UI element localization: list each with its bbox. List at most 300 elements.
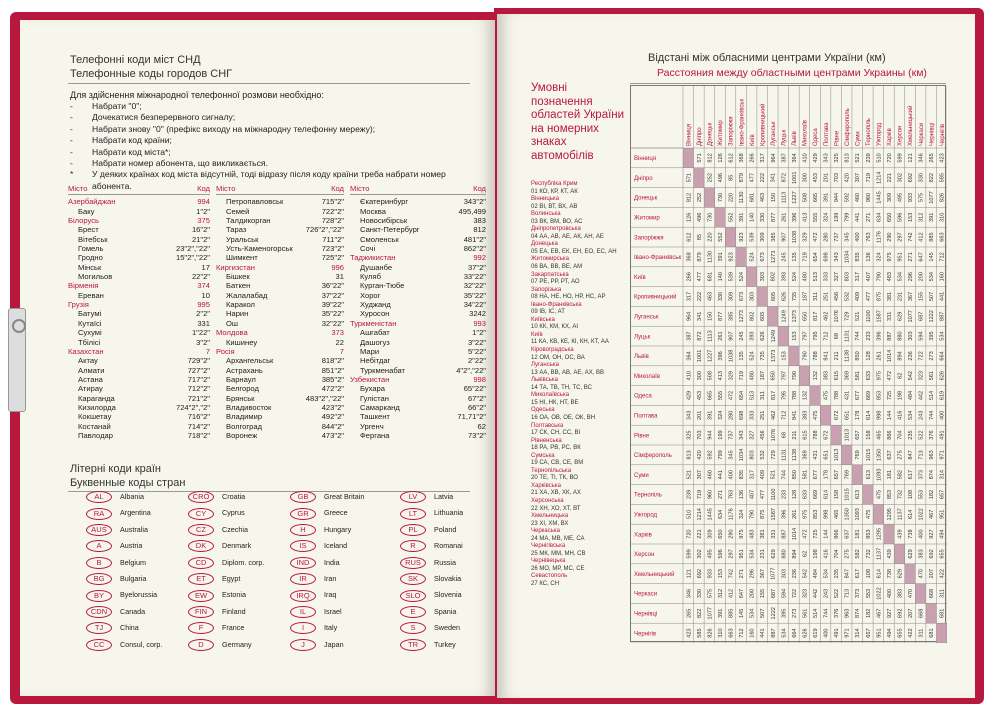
distance-value: 894 (897, 351, 904, 361)
distance-value: 121 (908, 153, 915, 163)
distance-value: 251 (823, 291, 830, 302)
distance-value: 704 (834, 549, 841, 559)
country-code-oval: ET (188, 573, 214, 585)
distance-value: 1038 (791, 230, 798, 244)
country-code-oval: TJ (86, 622, 112, 634)
city-name: Семей (226, 206, 250, 216)
distance-value: 273 (791, 608, 798, 618)
row-city-label: Миколаїв (634, 373, 660, 380)
distance-value: 744 (929, 410, 936, 420)
distance-value: 453 (696, 390, 703, 401)
dial-code: 862"2" (463, 244, 486, 254)
distance-value: 324 (717, 410, 724, 420)
distance-value: 633 (802, 489, 809, 500)
country-name: Slovakia (434, 574, 462, 584)
distance-value: 239 (865, 153, 872, 163)
distance-value: 617 (855, 569, 862, 579)
distance-value: 317 (686, 291, 693, 302)
dial-code: 375 (197, 216, 210, 226)
city-name: Ашгабат (360, 328, 390, 338)
row-city-label: Дніпро (634, 175, 653, 182)
distance-value: 341 (770, 173, 777, 183)
distance-value: 199 (834, 212, 841, 222)
dial-code: 721"2" (187, 393, 210, 403)
distance-value: 681 (749, 192, 756, 203)
distance-value: 391 (707, 410, 714, 420)
city-row (350, 347, 486, 356)
distance-value: 835 (739, 470, 746, 480)
distance-value: 657 (834, 470, 841, 480)
city-row (68, 394, 210, 403)
city-name: Кокшетау (78, 412, 112, 422)
dial-code: 36"22" (321, 281, 344, 291)
distance-value: 521 (855, 311, 862, 321)
distance-value: 729 (770, 450, 777, 460)
distance-value: 1130 (707, 250, 714, 263)
distance-value: 633 (865, 371, 872, 381)
distance-value: 1034 (739, 448, 746, 462)
distance-value: 385 (728, 311, 735, 321)
distance-value: 391 (717, 252, 724, 262)
diagonal-cell (873, 504, 884, 524)
distance-value: 144 (886, 410, 893, 420)
distance-value: 345 (728, 450, 735, 460)
country-name: Israel (324, 606, 342, 616)
dial-code: 37"22" (321, 290, 344, 300)
distance-value: 575 (707, 588, 714, 599)
distance-value: 410 (802, 153, 809, 163)
distance-value: 261 (876, 351, 883, 361)
distance-value: 614 (865, 410, 872, 420)
distance-value: 521 (855, 153, 862, 163)
column-city-label: Дніпро (697, 127, 704, 146)
distance-matrix-grid (631, 86, 947, 643)
distance-value: 1295 (876, 527, 883, 541)
distance-value: 396 (876, 331, 883, 341)
diagonal-cell (694, 168, 705, 188)
dial-code: 21"2" (191, 234, 210, 244)
country-code-oval: SLO (400, 590, 426, 602)
letter-code-item (86, 538, 162, 554)
legend-codes: 21 ХА, ХВ, ХК, АХ (531, 490, 581, 497)
country-code-oval: D (188, 639, 214, 651)
distance-value: 470 (918, 569, 925, 579)
distance-value: 245 (781, 252, 788, 262)
legend-region: Дніпропетровська (531, 226, 581, 233)
country-code-oval: FIN (188, 606, 214, 618)
distance-value: 275 (897, 450, 904, 460)
country-code-oval: GB (290, 491, 316, 503)
dial-code: 723"2" (321, 244, 344, 254)
distance-value: 153 (791, 331, 798, 341)
distance-value: 963 (929, 450, 936, 460)
diagonal-cell (926, 603, 937, 623)
city-row (216, 319, 344, 328)
country-name: Turkey (434, 639, 456, 649)
distance-value: 393 (781, 272, 788, 282)
city-row (350, 412, 486, 421)
city-row (68, 244, 210, 253)
distance-value: 307 (855, 173, 862, 183)
dial-code: 373 (331, 328, 344, 338)
letter-code-item (188, 489, 264, 505)
distance-value: 442 (813, 588, 819, 599)
distance-value: 522 (834, 588, 841, 599)
distance-value: 239 (686, 489, 693, 500)
distance-value: 555 (717, 390, 724, 401)
distance-value: 542 (802, 569, 809, 579)
city-row (350, 300, 486, 309)
distance-value: 453 (813, 173, 819, 183)
distance-value: 561 (802, 608, 809, 618)
distance-value: 261 (717, 331, 724, 341)
distance-value: 539 (728, 272, 735, 282)
distance-value: 698 (739, 410, 746, 420)
distance-value: 381 (886, 291, 893, 302)
dial-code: 35"22" (321, 309, 344, 319)
distance-value: 817 (770, 390, 777, 401)
dial-code: 10 (201, 290, 210, 300)
distance-value: 975 (739, 529, 746, 539)
dial-code: 62 (477, 421, 486, 431)
distance-value: 735 (760, 351, 767, 361)
column-city-label: Луганськ (770, 121, 777, 146)
country-name: India (324, 557, 340, 567)
dial-code: 34"22" (463, 300, 486, 310)
distance-value: 722 (918, 351, 925, 361)
letter-code-item (400, 620, 463, 636)
country-name: Croatia (222, 492, 246, 501)
dial-code: 726"2","22" (305, 225, 344, 235)
distance-value: 514 (813, 608, 819, 618)
city-row (216, 207, 344, 216)
country-code-oval: RA (86, 508, 112, 520)
dial-code: 994 (197, 197, 210, 207)
city-name: Баку (78, 206, 95, 216)
distance-value: 383 (897, 588, 904, 599)
column-city-label: Хмельницький (908, 105, 915, 146)
distance-value: 297 (728, 549, 735, 559)
legend-region: Херсонська (531, 497, 564, 504)
distance-value: 874 (855, 608, 862, 618)
distance-value: 325 (834, 153, 841, 163)
distance-value: 150 (770, 192, 777, 203)
city-row (68, 403, 210, 412)
country-code-oval: TR (400, 639, 426, 651)
distance-value: 617 (908, 470, 915, 480)
distance-value: 311 (918, 628, 925, 638)
distance-value: 311 (939, 589, 946, 598)
distance-value: 309 (707, 529, 714, 539)
legend-region: Луганська (531, 362, 559, 369)
letter-code-item (86, 604, 162, 620)
country-code-oval: I (290, 622, 316, 634)
row-city-label: Сімферополь (634, 453, 672, 460)
distance-value: 692 (897, 608, 904, 618)
distance-value: 812 (707, 153, 714, 163)
diagonal-cell (915, 584, 926, 604)
distance-value: 637 (844, 529, 851, 539)
country-code-oval: AUS (86, 524, 112, 536)
row-city-label: Одеса (634, 393, 652, 400)
distance-value: 1015 (844, 488, 851, 501)
distance-value: 681 (939, 608, 946, 618)
distance-value: 1131 (844, 330, 851, 343)
city-row (350, 309, 486, 318)
legend-codes: 18 РА, РВ, РС, ВК (531, 445, 581, 452)
legend-region: Закарпатська (531, 271, 569, 278)
column-header-code: Код (473, 184, 486, 193)
country-code-oval: IL (290, 606, 316, 618)
dial-code: 17 (201, 262, 210, 272)
city-name: Самарканд (360, 402, 400, 412)
legend-codes: 01 КО, КР, КТ, АК (531, 188, 578, 195)
distance-value: 309 (760, 232, 767, 242)
instruction-item: - Набрати код міста*; (70, 147, 470, 158)
distance-value: 381 (760, 529, 767, 539)
city-name: Гулістан (360, 393, 389, 403)
legend-region: Івано-Франківська (531, 301, 582, 308)
dial-code: 722"2" (321, 206, 344, 216)
city-name: Туркменістан (350, 318, 397, 328)
distance-value: 393 (749, 331, 756, 341)
distance-value: 309 (886, 192, 893, 203)
distance-value: 439 (897, 529, 904, 539)
distance-value: 866 (834, 529, 841, 539)
distance-value: 475 (865, 509, 872, 519)
country-code-oval: H (290, 524, 316, 536)
country-code-oval: IR (290, 573, 316, 585)
distance-value: 744 (823, 608, 830, 618)
distance-value: 128 (865, 351, 872, 361)
distance-value: 738 (886, 569, 893, 579)
distance-value: 704 (897, 430, 904, 440)
distance-value: 200 (918, 272, 925, 282)
distance-value: 317 (760, 153, 767, 163)
diagonal-cell (810, 386, 821, 406)
column-city-label: Тернопіль (866, 118, 872, 146)
legend-codes: 14 ТА, ТВ, ТН, ТС, ВС (531, 384, 592, 391)
city-row (216, 422, 344, 431)
distance-value: 712 (939, 252, 946, 262)
distance-value: 400 (823, 628, 830, 638)
distance-value: 251 (760, 410, 767, 420)
dial-code: 998 (473, 374, 486, 384)
distance-value: 477 (749, 173, 756, 183)
distance-value: 654 (739, 390, 746, 401)
country-code-oval: PL (400, 524, 426, 536)
distance-value: 687 (770, 588, 777, 599)
distance-value: 790 (791, 371, 798, 381)
letter-code-item (86, 620, 162, 636)
distance-value: 847 (844, 569, 851, 579)
country-name: Spania (434, 606, 457, 616)
distance-value: 108 (908, 489, 915, 500)
city-name: Казахстан (68, 346, 104, 356)
city-name: Архангельськ (226, 356, 274, 366)
column-header-city: Місто (68, 184, 88, 193)
letter-code-item (188, 538, 264, 554)
distance-value: 664 (791, 628, 798, 638)
city-name: Уральськ (226, 234, 259, 244)
dial-code: 993 (473, 318, 486, 328)
distance-value: 552 (717, 232, 724, 242)
distance-value: 429 (686, 390, 693, 401)
distance-value: 850 (791, 470, 798, 480)
distance-value: 480 (749, 371, 756, 381)
distance-value: 790 (876, 272, 883, 282)
distance-value: 496 (717, 173, 724, 183)
city-row (350, 216, 486, 225)
distance-value: 307 (696, 470, 703, 480)
distance-value: 345 (844, 232, 851, 242)
distance-value: 368 (739, 153, 746, 163)
city-row (216, 235, 344, 244)
column-city-label: Чернівці (929, 122, 936, 146)
letter-code-item (290, 489, 364, 505)
distance-value: 879 (696, 252, 703, 262)
distance-value: 198 (813, 549, 819, 559)
legend-codes: 25 МК, ММ, МН, СВ (531, 550, 586, 557)
distance-value: 713 (918, 450, 925, 460)
distance-value: 877 (717, 311, 724, 321)
row-city-label: Івано-Франківськ (634, 255, 682, 262)
distance-value: 513 (749, 390, 756, 401)
distance-value: 422 (908, 628, 915, 638)
distance-value: 423 (686, 628, 693, 638)
distance-value: 788 (791, 390, 798, 401)
distance-value: 571 (686, 173, 693, 183)
letter-codes-title-ua: Літерні коди країн (70, 463, 161, 475)
distance-value: 303 (749, 291, 756, 302)
legend-codes: 19 СА, СВ, СЕ, ВМ (531, 460, 584, 467)
legend-codes: 11 КА, КВ, КЕ, КІ, КН, КТ, АА (531, 339, 609, 346)
city-row (350, 338, 486, 347)
distance-value: 314 (939, 470, 946, 480)
distance-value: 539 (749, 232, 756, 242)
row-city-label: Луганськ (634, 314, 659, 321)
distance-value: 1014 (791, 527, 798, 541)
distance-value: 626 (802, 628, 809, 638)
distance-value: 271 (739, 569, 746, 579)
legend-codes: 04 АА, АВ, АЕ, АК, АН, АЕ (531, 233, 604, 240)
distance-value: 960 (707, 489, 714, 500)
pen-clip (8, 308, 26, 412)
distance-value: 1587 (770, 508, 777, 521)
column-city-label: Запоріжжя (728, 116, 735, 146)
distance-value: 245 (739, 331, 746, 341)
distance-value: 657 (865, 628, 872, 638)
column-city-label: Херсон (897, 125, 904, 146)
distance-value: 720 (686, 529, 693, 539)
distance-value: 923 (739, 232, 746, 242)
distance-value: 555 (813, 212, 819, 222)
dial-code: 31 (335, 272, 344, 282)
country-name: Russia (434, 557, 456, 567)
distance-value: 1137 (897, 508, 904, 521)
dial-code: 727"2" (187, 365, 210, 375)
distance-value: 634 (876, 212, 883, 222)
distance-value: 1227 (791, 191, 798, 204)
distance-value: 612 (686, 232, 693, 242)
letter-code-item (400, 505, 463, 521)
city-name: Астрахань (226, 365, 263, 375)
distance-value: 650 (717, 529, 724, 539)
distance-value: 841 (823, 351, 830, 361)
country-name: Slovenia (434, 590, 462, 600)
legend-codes: 12 ОМ, ОН, ОС, ВА (531, 354, 585, 361)
distance-value: 199 (717, 430, 724, 440)
divider (630, 83, 946, 84)
distance-value: 496 (696, 212, 703, 222)
city-row (68, 319, 210, 328)
distance-value: 456 (834, 291, 841, 302)
letter-code-item (188, 571, 264, 587)
city-row (216, 356, 344, 365)
distance-value: 1445 (876, 191, 883, 204)
distance-value: 297 (897, 232, 904, 242)
country-name: Latvia (434, 492, 454, 501)
distance-value: 673 (760, 252, 767, 262)
diagonal-cell (841, 445, 852, 465)
distance-value: 737 (834, 232, 841, 242)
country-code-oval: LT (400, 508, 426, 520)
distance-value: 614 (876, 569, 883, 579)
diagonal-cell (746, 267, 757, 287)
distance-value: 207 (929, 569, 936, 579)
city-name: Хуросон (360, 309, 390, 319)
distance-value: 198 (897, 390, 904, 401)
distance-value: 960 (865, 192, 872, 203)
dial-code: 2"2" (196, 309, 210, 319)
distance-value: 477 (760, 489, 767, 500)
distance-value: 1138 (791, 448, 798, 461)
legend-region: Одеська (531, 407, 555, 414)
row-city-label: Луцьк (634, 334, 651, 341)
diagonal-cell (820, 405, 831, 425)
legend-region: Сумська (531, 452, 555, 459)
city-row (216, 272, 344, 281)
column-city-label: Рівне (834, 130, 841, 146)
city-name: Курган-Тюбе (360, 281, 405, 291)
letter-code-item (400, 522, 463, 538)
distance-value: 866 (886, 430, 893, 440)
distance-value: 311 (813, 292, 819, 301)
city-row (216, 309, 344, 318)
distance-value: 1350 (876, 448, 883, 462)
city-name: Кишинеу (226, 337, 258, 347)
distance-value: 346 (918, 153, 925, 163)
distance-value: 85 (728, 174, 735, 181)
letter-code-item (400, 571, 463, 587)
distance-value: 153 (781, 351, 788, 361)
country-name: Denmark (222, 541, 252, 551)
dial-code: 32"22" (321, 318, 344, 328)
distance-value: 160 (939, 272, 946, 282)
distance-value: 477 (865, 291, 872, 302)
distance-value: 410 (686, 371, 693, 381)
distance-value: 373 (918, 470, 925, 480)
distance-value: 612 (728, 153, 735, 163)
city-name: Вітебськ (78, 234, 108, 244)
legend-region: Тернопільська (531, 467, 572, 474)
distance-value: 221 (886, 173, 893, 183)
distance-value: 872 (696, 331, 703, 341)
distance-value: 385 (770, 232, 777, 242)
distance-value: 396 (791, 212, 798, 222)
distance-value: 582 (897, 470, 904, 480)
distance-value: 1077 (770, 567, 777, 580)
